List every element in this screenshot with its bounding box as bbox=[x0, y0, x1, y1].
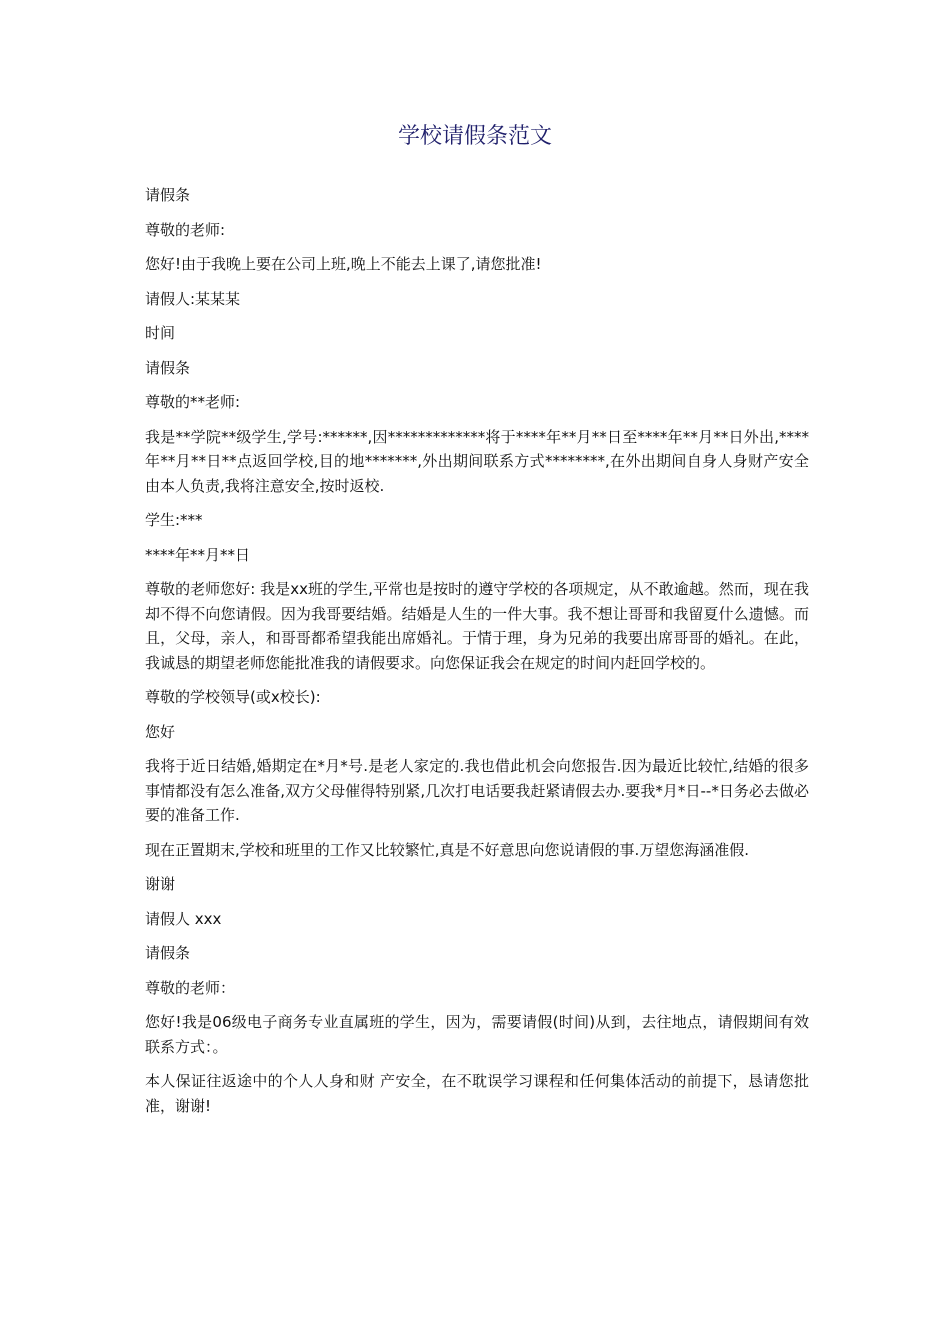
paragraph: 您好 bbox=[145, 722, 176, 741]
paragraph: 谢谢 bbox=[145, 875, 176, 893]
paragraph: 您好!我是06级电子商务专业直属班的学生，因为，需要请假(时间)从到，去往地点，请假期间有效联系方式：。 bbox=[145, 1013, 809, 1056]
paragraph: 尊敬的老师: bbox=[145, 220, 226, 239]
paragraph: 尊敬的**老师: bbox=[145, 393, 241, 411]
document-body bbox=[145, 183, 809, 1128]
paragraph: 请假人 xxx bbox=[145, 909, 222, 928]
paragraph: 我是**学院**级学生,学号:******,因*************将于****年**月**日至****年**月**日外出,****年**月**日**点返回学校,目的地*******,外出期间联系方式********,在外出期间自身人身财产安全由本人负责,我将注意安全,按时返校. bbox=[145, 427, 809, 495]
paragraph: 本人保证往返途中的个人人身和财 产安全，在不耽误学习课程和任何集体活动的前提下，恳请您批准，谢谢! bbox=[145, 1072, 809, 1115]
paragraph: 您好!由于我晚上要在公司上班,晚上不能去上课了,请您批准! bbox=[145, 255, 542, 273]
paragraph: 请假条 bbox=[145, 944, 191, 962]
paragraph: 学生:*** bbox=[145, 511, 203, 529]
paragraph: 尊敬的学校领导(或x校长): bbox=[145, 688, 321, 706]
paragraph: 请假条 bbox=[145, 358, 191, 377]
document-title: 学校请假条范文 bbox=[397, 124, 552, 149]
paragraph: 请假条 bbox=[145, 186, 191, 204]
paragraph: 尊敬的老师： bbox=[145, 978, 236, 997]
paragraph: 请假人:某某某 bbox=[145, 289, 241, 308]
paragraph: 现在正置期末,学校和班里的工作又比较繁忙,真是不好意思向您说请假的事.万望您海涵准假. bbox=[145, 840, 750, 859]
paragraph: 我将于近日结婚,婚期定在*月*号.是老人家定的.我也借此机会向您报告.因为最近比较忙,结婚的很多事情都没有怎么准备,双方父母催得特别紧,几次打电话要我赶紧请假去办.要我*月*日--*日务必去做必要的准备工作. bbox=[145, 757, 809, 824]
paragraph: ****年**月**日 bbox=[145, 545, 251, 564]
paragraph: 时间 bbox=[145, 324, 176, 342]
paragraph: 尊敬的老师您好: 我是xx班的学生,平常也是按时的遵守学校的各项规定，从不敢逾越。然而，现在我却不得不向您请假。因为我哥要结婚。结婚是人生的一件大事。我不想让哥哥和我留夏什么遗憾。而且，父母，亲人，和哥哥都希望我能出席婚礼。于情于理，身为兄弟的我要出席哥哥的婚礼。在此，我诚恳的期望老师您能批准我的请假要求。向您保证我会在规定的时间内赶回学校的。 bbox=[145, 580, 809, 672]
